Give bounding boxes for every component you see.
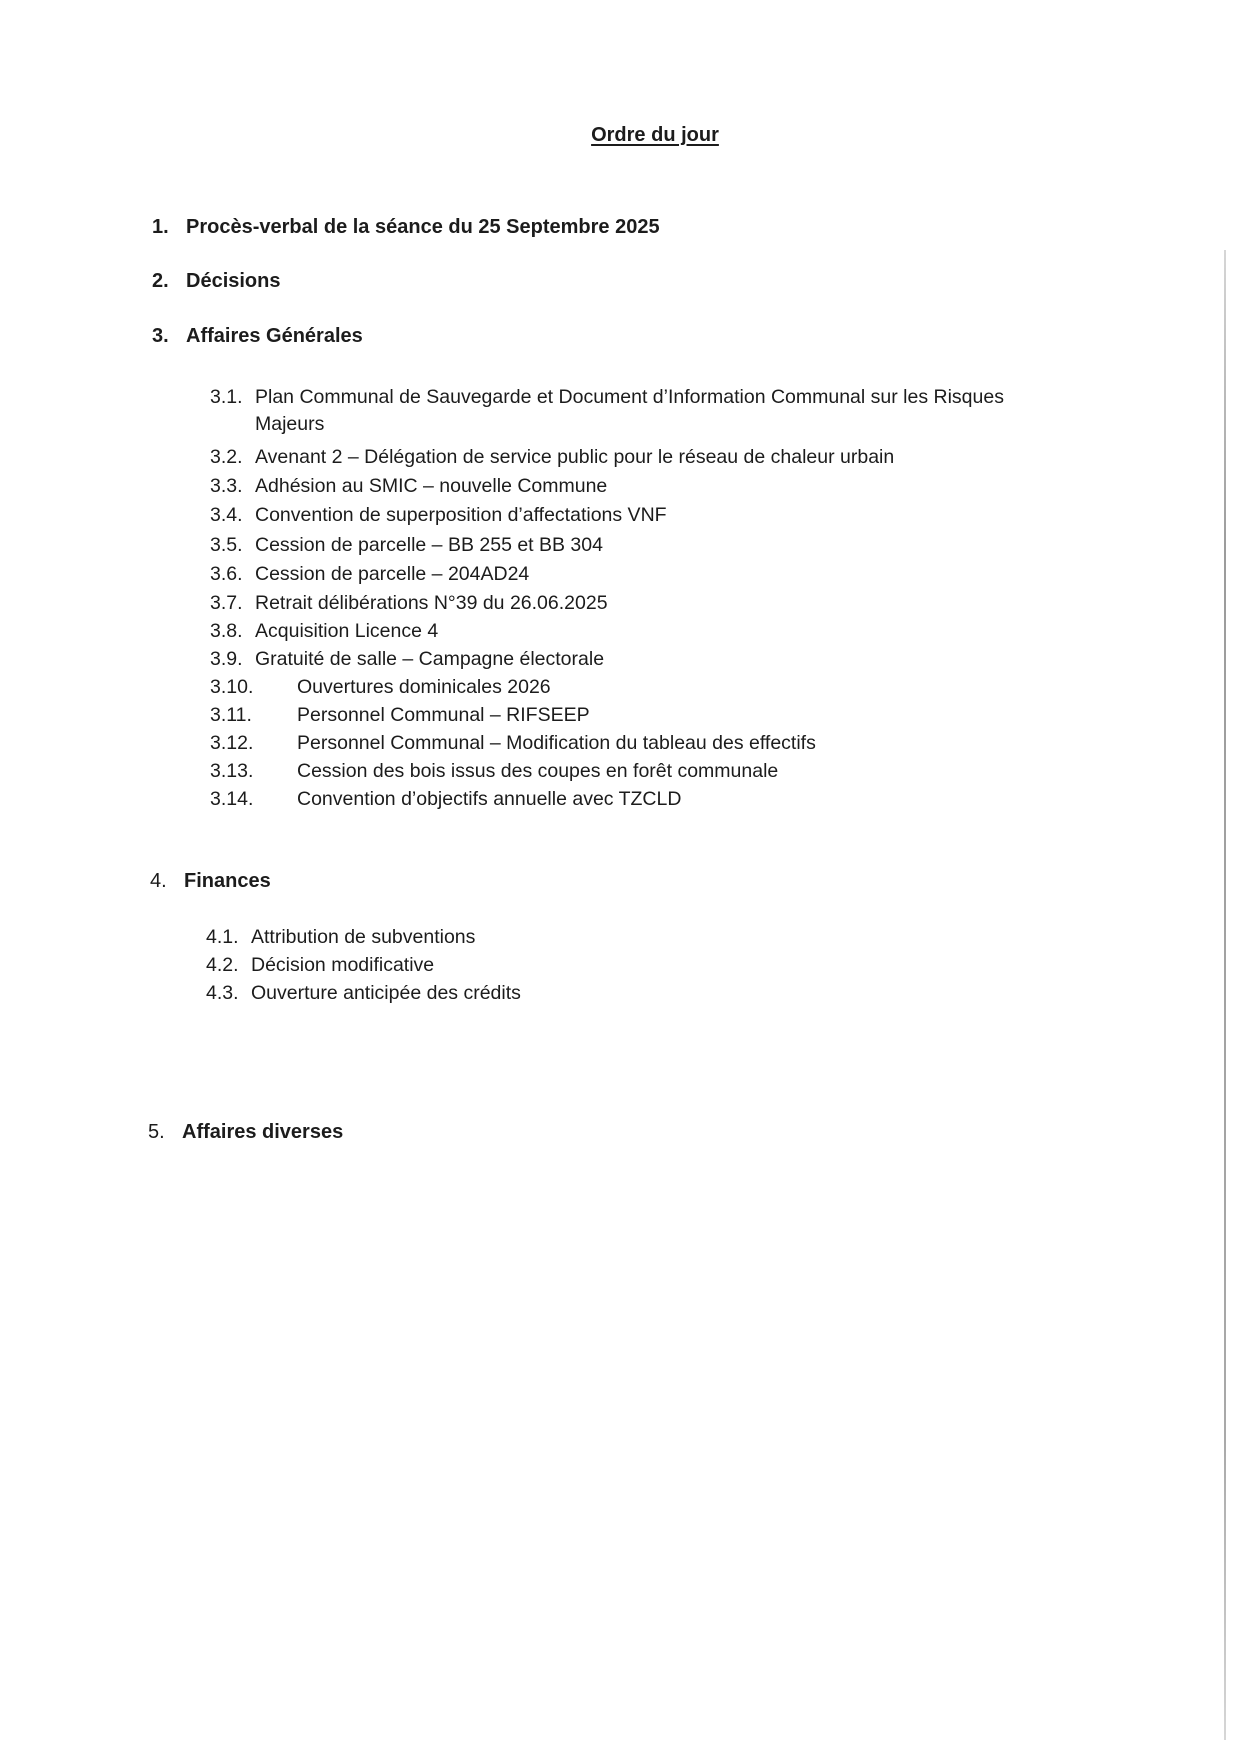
agenda-item-3-8 <box>210 620 438 643</box>
item-number: 3.1. <box>210 386 243 408</box>
page-title: Ordre du jour <box>591 124 719 146</box>
section-label: Procès-verbal de la séance du 25 Septembre 2025 <box>186 216 660 238</box>
item-number: 3.13. <box>210 760 254 782</box>
item-label: Retrait délibérations N°39 du 26.06.2025 <box>255 592 608 614</box>
item-label: Plan Communal de Sauvegarde et Document d’Information Communal sur les Risques <box>255 386 1004 408</box>
scan-edge-line <box>1224 250 1226 1740</box>
item-label: Personnel Communal – RIFSEEP <box>297 704 590 726</box>
item-number: 3.4. <box>210 504 243 526</box>
item-number: 3.7. <box>210 592 243 614</box>
item-number: 3.9. <box>210 648 243 670</box>
section-label: Décisions <box>186 270 281 292</box>
section-number: 1. <box>152 216 169 238</box>
section-label: Affaires diverses <box>182 1121 344 1143</box>
agenda-item-4-2 <box>206 954 434 977</box>
item-number: 3.3. <box>210 475 243 497</box>
agenda-item-3-5 <box>210 534 603 557</box>
section-label: Affaires Générales <box>186 325 363 347</box>
agenda-item-3-14 <box>210 788 681 811</box>
item-number: 3.14. <box>210 788 254 810</box>
section-3 <box>152 325 363 348</box>
agenda-item-3-3 <box>210 475 607 498</box>
item-label: Ouvertures dominicales 2026 <box>297 676 551 698</box>
item-label: Décision modificative <box>251 954 435 976</box>
item-label: Cession de parcelle – 204AD24 <box>255 563 530 585</box>
section-number: 2. <box>152 270 169 292</box>
agenda-item-3-9 <box>210 648 604 671</box>
item-label: Acquisition Licence 4 <box>255 620 439 642</box>
agenda-item-3-12 <box>210 732 816 755</box>
agenda-item-3-7 <box>210 592 608 615</box>
item-label: Cession des bois issus des coupes en forêt communale <box>297 760 779 782</box>
section-1 <box>152 216 660 239</box>
agenda-item-3-2 <box>210 446 894 469</box>
item-label: Convention d’objectifs annuelle avec TZCLD <box>297 788 682 810</box>
item-number: 3.6. <box>210 563 243 585</box>
section-number: 4. <box>150 870 167 892</box>
agenda-item-4-3 <box>206 982 521 1005</box>
item-number: 4.1. <box>206 926 239 948</box>
section-number: 5. <box>148 1121 165 1143</box>
item-number: 3.8. <box>210 620 243 642</box>
item-number: 3.11. <box>210 704 252 726</box>
agenda-item-3-4 <box>210 504 667 527</box>
item-label-continuation: Majeurs <box>255 413 325 435</box>
agenda-item-4-1 <box>206 926 475 949</box>
item-number: 3.2. <box>210 446 243 468</box>
agenda-item-3-6 <box>210 563 529 586</box>
agenda-item-3-13 <box>210 760 778 783</box>
item-label: Ouverture anticipée des crédits <box>251 982 521 1004</box>
section-number: 3. <box>152 325 169 347</box>
section-4 <box>150 870 271 893</box>
section-label: Finances <box>184 870 271 892</box>
item-label: Adhésion au SMIC – nouvelle Commune <box>255 475 608 497</box>
agenda-item-3-10 <box>210 676 551 699</box>
item-label: Attribution de subventions <box>251 926 476 948</box>
section-5 <box>148 1121 343 1144</box>
item-number: 3.5. <box>210 534 243 556</box>
item-label: Gratuité de salle – Campagne électorale <box>255 648 605 670</box>
item-label: Personnel Communal – Modification du tableau des effectifs <box>297 732 816 754</box>
item-number: 4.3. <box>206 982 239 1004</box>
item-number: 3.10. <box>210 676 254 698</box>
section-2 <box>152 270 280 293</box>
agenda-item-3-1 <box>210 386 1004 436</box>
agenda-item-3-11 <box>210 704 590 727</box>
item-label: Convention de superposition d’affectations VNF <box>255 504 667 526</box>
item-number: 3.12. <box>210 732 254 754</box>
item-label: Cession de parcelle – BB 255 et BB 304 <box>255 534 603 556</box>
item-number: 4.2. <box>206 954 239 976</box>
item-label: Avenant 2 – Délégation de service public pour le réseau de chaleur urbain <box>255 446 895 468</box>
